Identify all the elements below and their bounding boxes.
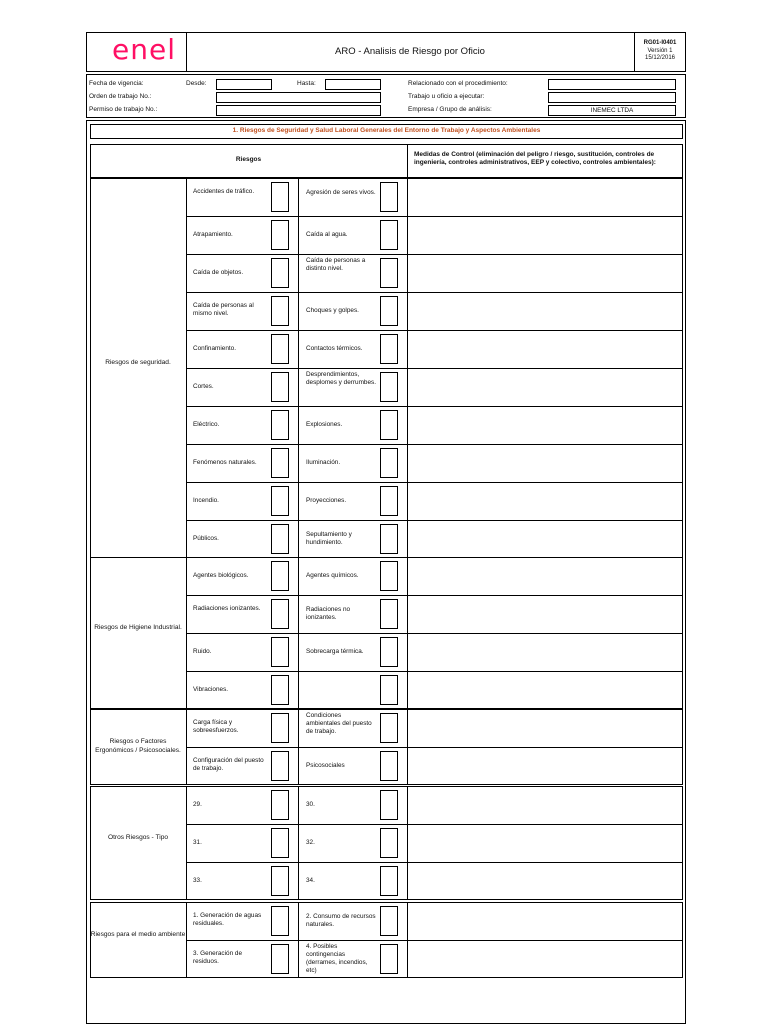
checkbox-column-divider [298,178,299,558]
risk-item-label: Caída al agua. [306,231,348,238]
control-measure-cell[interactable] [408,903,682,939]
risk-item-label: Agentes biológicos. [193,572,249,579]
fecha-vigencia-label: Fecha de vigencia: [89,80,144,87]
row-divider [186,482,407,483]
risk-item-checkbox[interactable] [380,944,398,974]
relacionado-label: Relacionado con el procedimiento: [408,80,508,87]
risk-item-checkbox[interactable] [380,790,398,820]
row-divider [186,368,407,369]
risk-item-checkbox[interactable] [380,751,398,781]
checkbox-column-divider [298,902,299,978]
risk-item-label: Iluminación. [306,459,341,466]
risk-item-checkbox[interactable] [380,524,398,554]
control-measure-cell[interactable] [408,748,682,784]
risk-item-checkbox[interactable] [380,334,398,364]
risk-item-label: Desprendimientos, desplomes y derrumbes. [306,371,376,386]
control-measure-cell[interactable] [408,596,682,632]
risk-item-checkbox[interactable] [380,637,398,667]
column-header-divider [407,144,408,178]
orden-trabajo-label: Orden de trabajo No.: [89,93,152,100]
risk-item-label: Fenómenos naturales. [193,459,257,466]
form-title: ARO - Analisis de Riesgo por Oficio [335,46,485,57]
risk-item-label: 3. Generación de residuos. [193,950,243,965]
risk-item-checkbox[interactable] [380,410,398,440]
risk-group-title: Riesgos para el medio ambiente [90,931,186,938]
control-measure-cell[interactable] [408,407,682,443]
risk-item-checkbox[interactable] [271,296,289,326]
risk-item-label: Sobrecarga térmica. [306,648,364,655]
row-divider [186,940,407,941]
row-divider [186,633,407,634]
risk-group-title: Riesgos de seguridad. [105,359,171,366]
control-measure-cell[interactable] [408,710,682,746]
section-title: 1. Riesgos de Seguridad y Salud Laboral Generales del Entorno de Trabajo y Aspectos Ambientales [232,127,541,134]
risk-item-label: Públicos. [193,535,219,542]
checkbox-column-divider [298,786,299,900]
control-measure-cell[interactable] [408,179,682,215]
control-measure-cell[interactable] [408,521,682,557]
risk-item-label: 1. Generación de aguas residuales. [193,912,262,927]
risk-item-label: Carga física y sobreesfuerzos. [193,719,239,734]
orden-trabajo-field[interactable] [216,92,381,103]
risk-group-title: Riesgos o Factores Ergonómicos / Psicosociales. [95,738,181,754]
risk-item-checkbox[interactable] [380,713,398,743]
risk-item-checkbox[interactable] [380,906,398,936]
risk-item-label: Configuración del puesto de trabajo. [193,757,264,772]
risk-item-label: Explosiones. [306,421,343,428]
empresa-field[interactable]: INEMEC LTDA [548,105,676,116]
risk-item-label: Caída de personas a distinto nivel. [306,257,366,272]
risk-item-label: Condiciones ambientales del puesto de trabajo. [306,712,372,735]
control-measure-cell[interactable] [408,255,682,291]
risk-item-checkbox[interactable] [271,410,289,440]
risk-item-label: Sepultamiento y hundimiento. [306,531,352,546]
risk-item-checkbox[interactable] [271,637,289,667]
trabajo-oficio-field[interactable] [548,92,676,103]
risk-item-checkbox[interactable] [271,713,289,743]
control-measure-cell[interactable] [408,445,682,481]
risk-item-label: Agresión de seres vivos. [306,189,376,196]
form-code [634,40,686,63]
row-divider [186,747,407,748]
row-divider [186,254,407,255]
risk-item-checkbox[interactable] [271,675,289,705]
risk-item-label: Accidentes de tráfico. [193,188,255,195]
risk-item-checkbox[interactable] [380,866,398,896]
risk-item-label: Eléctrico. [193,421,220,428]
row-divider [186,862,407,863]
form-version: Versión 1 [647,47,673,54]
row-divider [186,595,407,596]
risk-item-label: Contactos térmicos. [306,345,363,352]
risk-item-checkbox[interactable] [271,866,289,896]
risk-item-checkbox[interactable] [271,790,289,820]
hasta-field[interactable] [325,79,381,90]
risk-item-checkbox[interactable] [271,828,289,858]
control-measure-cell[interactable] [408,331,682,367]
desde-field[interactable] [216,79,272,90]
row-divider [186,330,407,331]
row-divider [186,406,407,407]
risk-item-checkbox[interactable] [271,486,289,516]
risk-item-checkbox[interactable] [271,448,289,478]
risk-item-checkbox[interactable] [271,524,289,554]
control-measure-cell[interactable] [408,369,682,405]
risk-item-checkbox[interactable] [380,220,398,250]
risk-item-checkbox[interactable] [380,828,398,858]
form-code-number: RG01-I0401 [643,40,677,46]
risk-item-label: 30. [306,801,315,808]
risk-item-label: 29. [193,801,202,808]
risk-item-checkbox[interactable] [380,675,398,705]
risk-item-label: Atrapamiento. [193,231,233,238]
control-measure-cell[interactable] [408,672,682,708]
risk-item-checkbox[interactable] [380,258,398,288]
risk-item-checkbox[interactable] [271,220,289,250]
risk-item-checkbox[interactable] [271,751,289,781]
control-measure-cell[interactable] [408,863,682,899]
row-divider [186,671,407,672]
relacionado-field[interactable] [548,79,676,90]
risk-item-label: Agentes químicos. [306,572,359,579]
risk-group-title: Otros Riesgos - Tipo [107,834,169,841]
control-measure-cell[interactable] [408,825,682,861]
checkbox-column-divider [298,557,299,709]
group-column-divider [186,786,187,900]
permiso-trabajo-label: Permiso de trabajo No.: [89,106,158,113]
row-divider [186,520,407,521]
risk-item-checkbox[interactable] [380,296,398,326]
risk-item-checkbox[interactable] [380,182,398,212]
row-divider [186,444,407,445]
risk-item-label: Proyecciones. [306,497,347,504]
medidas-header: Medidas de Control (eliminación del peligro / riesgo, sustitución, controles de ingeniería, controles administrativos, EEP y colectivo, controles ambientales): [414,151,656,166]
row-divider [186,824,407,825]
riesgos-header: Riesgos [235,156,262,163]
risk-item-label: Vibraciones. [193,686,229,693]
form-date: 15/12/2016 [644,55,676,61]
risk-item-label: Psicosociales [306,762,345,769]
permiso-trabajo-field[interactable] [216,105,381,116]
control-measure-cell[interactable] [408,217,682,253]
risk-item-label: Radiaciones no ionizantes. [306,606,351,621]
control-measure-cell[interactable] [408,941,682,977]
control-measure-cell[interactable] [408,787,682,823]
risk-item-label: Caída de personas al mismo nivel. [193,302,254,317]
risk-item-checkbox[interactable] [271,372,289,402]
risk-group-title: Riesgos de Higiene Industrial. [94,624,182,631]
risk-item-checkbox[interactable] [271,561,289,591]
risk-item-checkbox[interactable] [271,182,289,212]
risk-item-label: 33. [193,877,202,884]
checkbox-column-divider [298,709,299,785]
control-measure-cell[interactable] [408,483,682,519]
risk-item-checkbox[interactable] [271,944,289,974]
risk-item-label: Choques y golpes. [306,307,359,314]
risk-item-checkbox[interactable] [380,486,398,516]
risk-item-label: Radiaciones ionizantes. [193,605,261,612]
risk-item-label: 4. Posibles contingencias (derrames, incendios, etc) [306,943,368,974]
risk-item-label: Cortes. [193,383,214,390]
risk-item-label: 2. Consumo de recursos naturales. [306,913,376,928]
hasta-label: Hasta: [297,80,316,87]
risk-item-label: Caída de objetos. [193,269,244,276]
risk-item-label: 32. [306,839,315,846]
enel-logo: enel [112,33,176,66]
risk-item-checkbox[interactable] [271,599,289,629]
empresa-label: Empresa / Grupo de análisis: [408,106,492,113]
risk-item-checkbox[interactable] [380,599,398,629]
control-measure-cell[interactable] [408,293,682,329]
risk-item-label: 31. [193,839,202,846]
risk-item-checkbox[interactable] [380,561,398,591]
row-divider [186,216,407,217]
risk-item-label: Confinamiento. [193,345,236,352]
risk-item-checkbox[interactable] [380,372,398,402]
risk-item-label: Incendio. [193,497,219,504]
risk-item-checkbox[interactable] [271,258,289,288]
risk-item-checkbox[interactable] [271,334,289,364]
control-measure-cell[interactable] [408,634,682,670]
risk-item-label: Ruido. [193,648,212,655]
trabajo-oficio-label: Trabajo u oficio a ejecutar: [408,93,485,100]
desde-label: Desde: [186,80,207,87]
risk-item-label: 34. [306,877,315,884]
control-measure-cell[interactable] [408,558,682,594]
risk-item-checkbox[interactable] [271,906,289,936]
risk-item-checkbox[interactable] [380,448,398,478]
row-divider [186,292,407,293]
